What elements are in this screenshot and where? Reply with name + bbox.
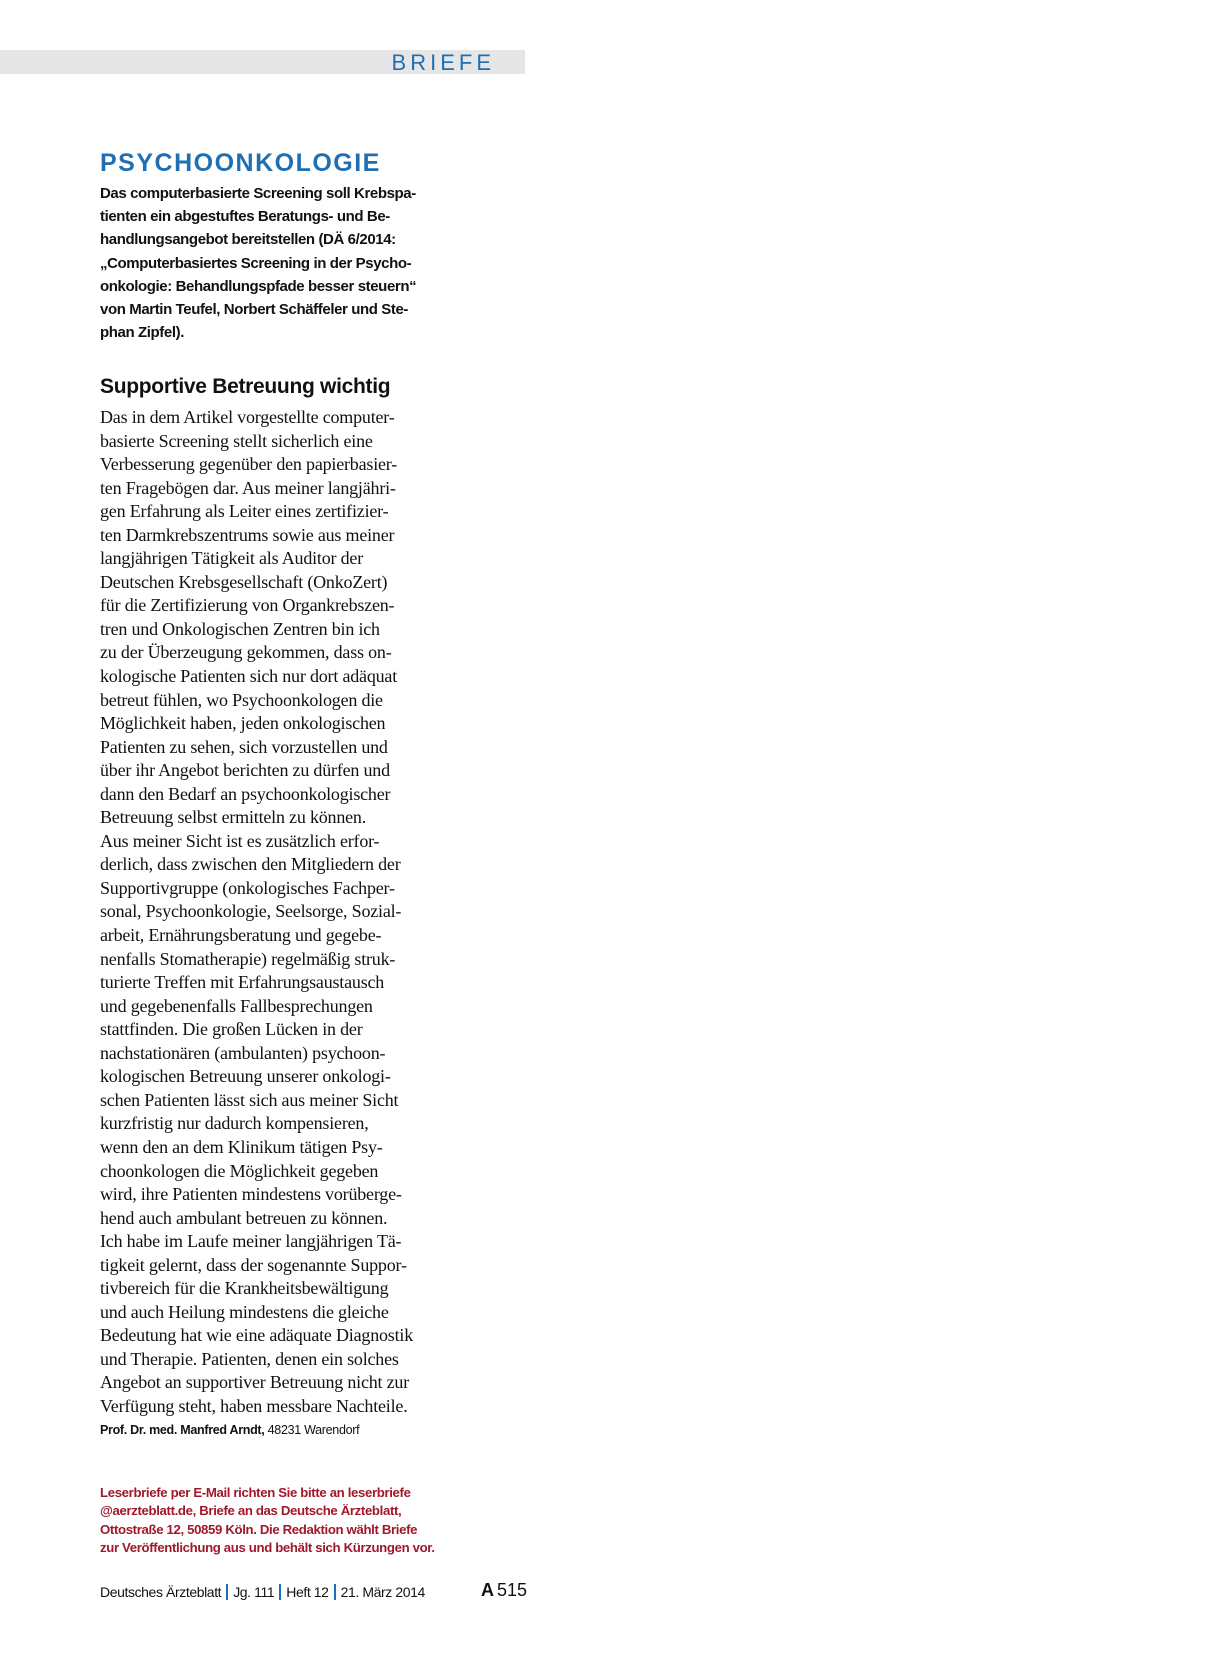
body-line: Aus meiner Sicht ist es zusätzlich erfor- bbox=[100, 830, 380, 851]
body-line: Möglichkeit haben, jeden onkologischen bbox=[100, 713, 386, 734]
page-prefix: A bbox=[481, 1580, 494, 1600]
body-line: choonkologen die Möglichkeit gegeben bbox=[100, 1160, 379, 1181]
notice-line: zur Veröffentlichung aus und behält sich Kürzungen vor. bbox=[100, 1539, 435, 1555]
body-line: ten Darmkrebszentrums sowie aus meiner bbox=[100, 524, 395, 545]
body-line: hend auch ambulant betreuen zu können. bbox=[100, 1207, 388, 1228]
body-line: tivbereich für die Krankheitsbewältigung bbox=[100, 1278, 389, 1299]
body-line: derlich, dass zwischen den Mitgliedern der bbox=[100, 854, 401, 875]
body-line: stattfinden. Die großen Lücken in der bbox=[100, 1019, 363, 1040]
body-line: Angebot an supportiver Betreuung nicht zur bbox=[100, 1372, 410, 1393]
body-line: kurzfristig nur dadurch kompensieren, bbox=[100, 1113, 369, 1134]
body-line: wenn den an dem Klinikum tätigen Psy- bbox=[100, 1136, 383, 1157]
body-line: Verfügung steht, haben messbare Nachteile. bbox=[100, 1395, 408, 1416]
body-line: arbeit, Ernährungsberatung und gegebe- bbox=[100, 925, 382, 946]
letter-headline: Supportive Betreuung wichtig bbox=[100, 375, 391, 398]
lead-line: von Martin Teufel, Norbert Schäffeler und Ste- bbox=[100, 301, 409, 319]
body-line: Ich habe im Laufe meiner langjährigen Tä- bbox=[100, 1231, 402, 1252]
body-line: Patienten zu sehen, sich vorzustellen und bbox=[100, 736, 388, 757]
author-location: 48231 Warendorf bbox=[267, 1423, 360, 1437]
body-line: und gegebenenfalls Fallbesprechungen bbox=[100, 995, 373, 1016]
body-line: langjährigen Tätigkeit als Auditor der bbox=[100, 548, 363, 569]
page-footer bbox=[100, 1582, 425, 1602]
body-line: tren und Onkologischen Zentren bin ich bbox=[100, 618, 380, 639]
footer-separator bbox=[334, 1584, 336, 1600]
footer-date: 21. März 2014 bbox=[340, 1584, 425, 1600]
footer-volume: Jg. 111 bbox=[233, 1584, 275, 1600]
letter-author bbox=[100, 1421, 432, 1439]
body-line: dann den Bedarf an psychoonkologischer bbox=[100, 783, 391, 804]
body-line: nenfalls Stomatherapie) regelmäßig struk- bbox=[100, 948, 396, 969]
submission-notice bbox=[100, 1484, 440, 1557]
section-label: BRIEFE bbox=[391, 50, 495, 75]
body-line: Betreuung selbst ermitteln zu können. bbox=[100, 807, 367, 828]
footer-separator bbox=[279, 1584, 281, 1600]
body-line: wird, ihre Patienten mindestens vorüberge- bbox=[100, 1184, 402, 1205]
lead-line: „Computerbasiertes Screening in der Psycho- bbox=[100, 254, 412, 272]
notice-line: Leserbriefe per E-Mail richten Sie bitte an leserbriefe bbox=[100, 1485, 411, 1500]
body-line: Supportivgruppe (onkologisches Fachper- bbox=[100, 877, 395, 898]
body-line: turierte Treffen mit Erfahrungsaustausch bbox=[100, 972, 385, 993]
author-name: Prof. Dr. med. Manfred Arndt, bbox=[100, 1423, 265, 1437]
body-line: Das in dem Artikel vorgestellte computer- bbox=[100, 407, 395, 427]
body-line: kologischen Betreuung unserer onkologi- bbox=[100, 1066, 391, 1087]
body-line: zu der Überzeugung gekommen, dass on- bbox=[100, 642, 392, 663]
body-line: schen Patienten lässt sich aus meiner Sicht bbox=[100, 1089, 399, 1110]
notice-line: Ottostraße 12, 50859 Köln. Die Redaktion wählt Briefe bbox=[100, 1521, 418, 1537]
page-number-value: 515 bbox=[497, 1580, 528, 1600]
body-line: Bedeutung hat wie eine adäquate Diagnostik bbox=[100, 1325, 413, 1346]
section-header-bar bbox=[0, 50, 525, 74]
footer-separator bbox=[226, 1584, 228, 1600]
lead-line: Das computerbasierte Screening soll Krebspa- bbox=[100, 185, 416, 202]
lead-line: handlungsangebot bereitstellen (DÄ 6/2014: bbox=[100, 231, 396, 249]
letter-body bbox=[100, 406, 432, 1419]
body-line: basierte Screening stellt sicherlich eine bbox=[100, 430, 373, 451]
body-line: Verbesserung gegenüber den papierbasier- bbox=[100, 454, 398, 475]
body-line: und Therapie. Patienten, denen ein solches bbox=[100, 1348, 399, 1369]
lead-paragraph bbox=[100, 182, 432, 344]
body-line: kologische Patienten sich nur dort adäquat bbox=[100, 666, 398, 687]
body-line: tigkeit gelernt, dass der sogenannte Suppor- bbox=[100, 1254, 407, 1275]
body-line: und auch Heilung mindestens die gleiche bbox=[100, 1301, 389, 1322]
body-line: betreut fühlen, wo Psychoonkologen die bbox=[100, 689, 383, 710]
body-line: für die Zertifizierung von Organkrebszen- bbox=[100, 595, 395, 616]
body-line: sonal, Psychoonkologie, Seelsorge, Sozial- bbox=[100, 901, 402, 922]
body-line: Deutschen Krebsgesellschaft (OnkoZert) bbox=[100, 571, 388, 592]
footer-publication: Deutsches Ärzteblatt bbox=[100, 1584, 222, 1600]
lead-line: tienten ein abgestuftes Beratungs- und Be- bbox=[100, 208, 390, 226]
body-line: nachstationären (ambulanten) psychoon- bbox=[100, 1042, 386, 1063]
body-line: gen Erfahrung als Leiter eines zertifizier- bbox=[100, 501, 389, 522]
page-number bbox=[481, 1579, 527, 1601]
body-line: ten Fragebögen dar. Aus meiner langjähri- bbox=[100, 477, 396, 498]
lead-line: phan Zipfel). bbox=[100, 324, 184, 342]
body-line: über ihr Angebot berichten zu dürfen und bbox=[100, 760, 390, 781]
topic-heading: PSYCHOONKOLOGIE bbox=[100, 149, 381, 177]
lead-line: onkologie: Behandlungspfade besser steuern“ bbox=[100, 277, 417, 295]
footer-issue: Heft 12 bbox=[286, 1584, 329, 1600]
notice-line: @aerzteblatt.de, Briefe an das Deutsche Ärzteblatt, bbox=[100, 1503, 402, 1519]
